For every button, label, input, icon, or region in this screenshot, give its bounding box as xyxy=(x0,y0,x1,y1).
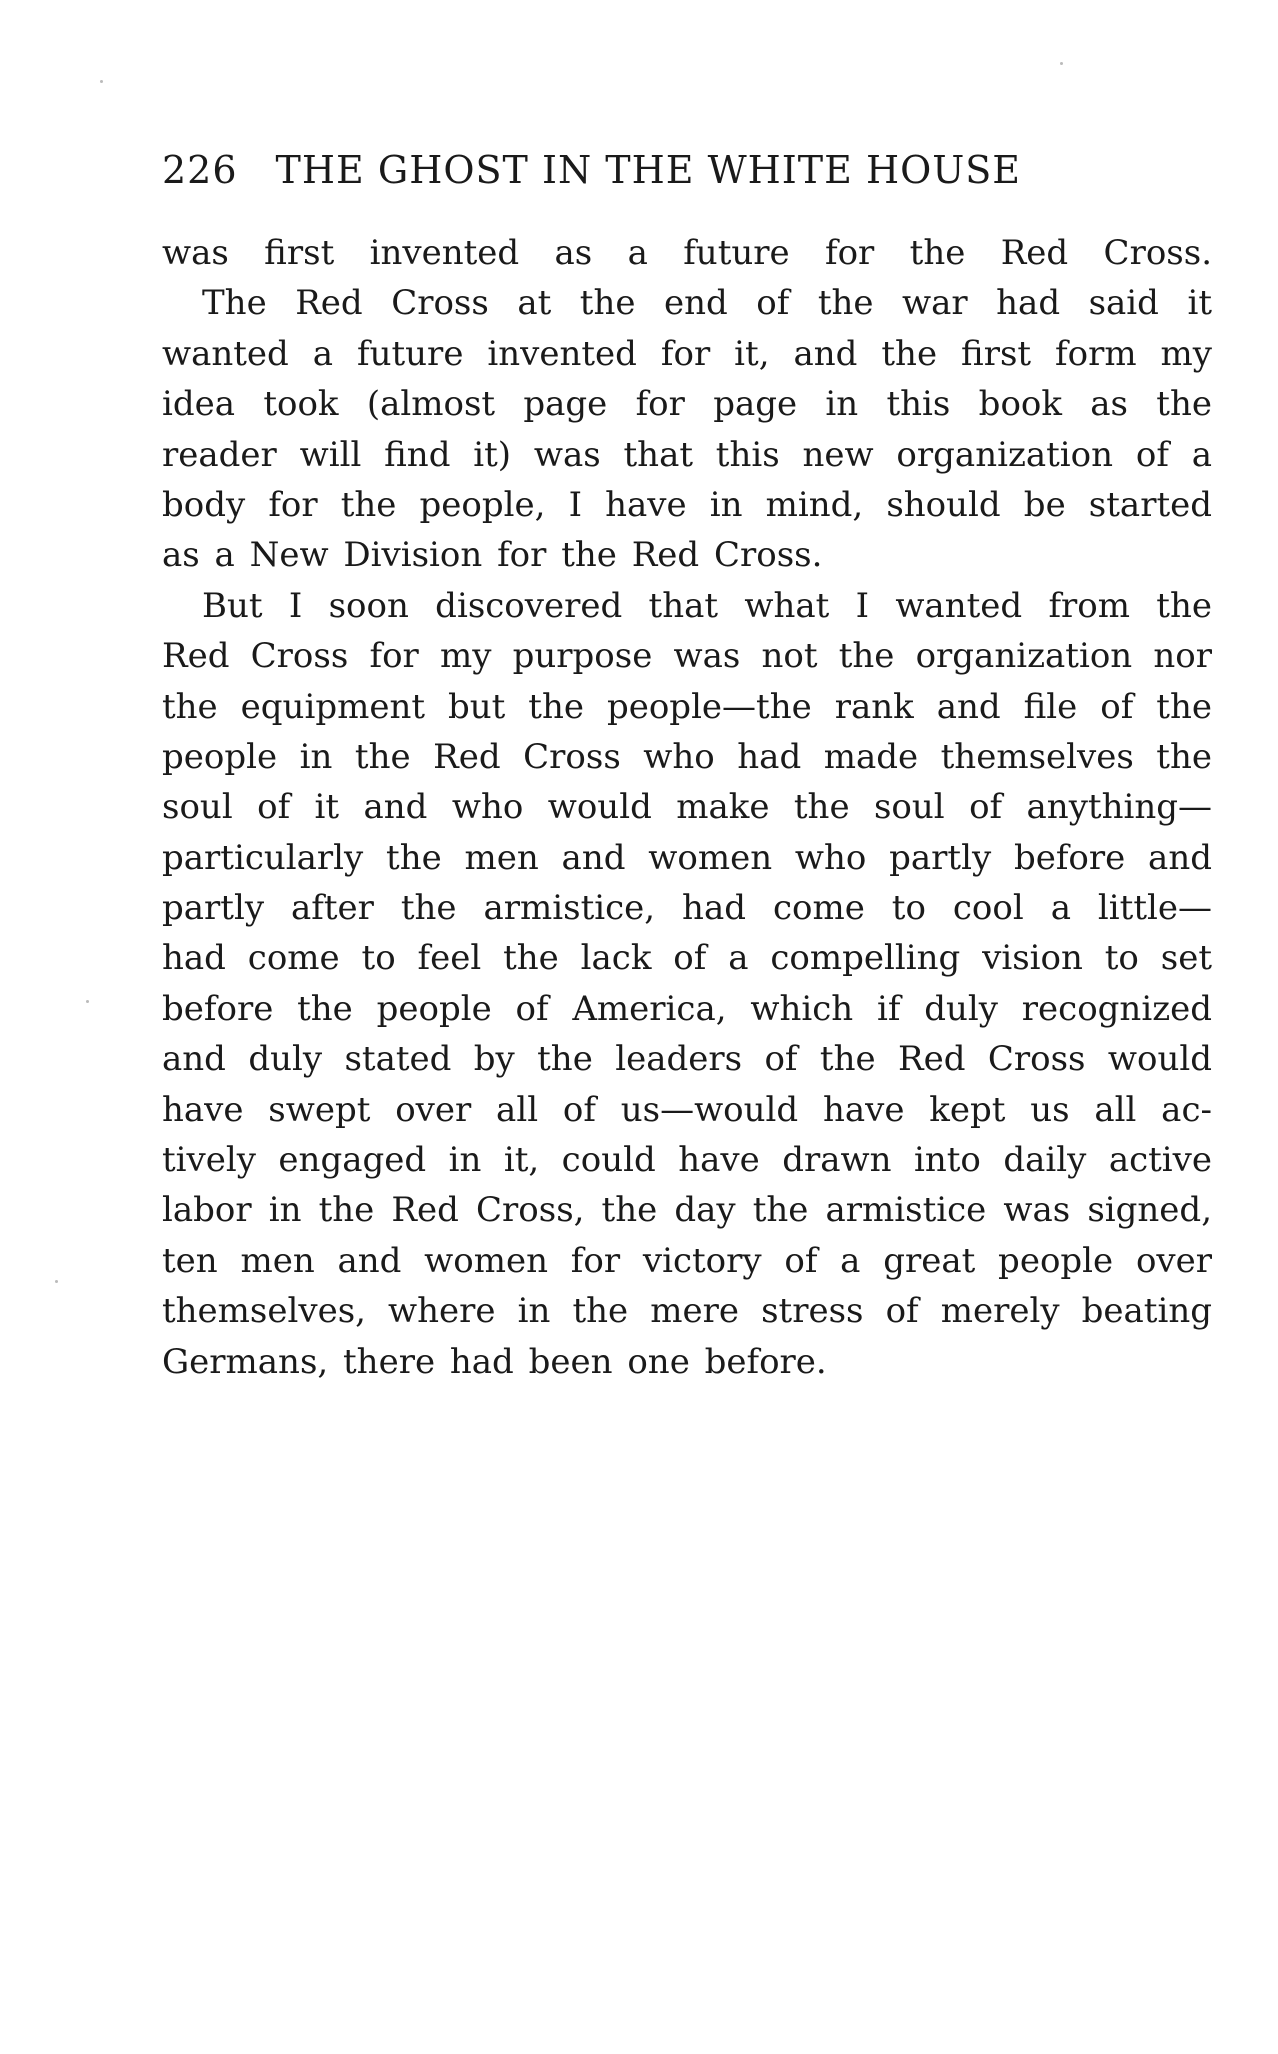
running-head xyxy=(162,148,1098,192)
paper-speck xyxy=(86,1000,89,1003)
text-line: reader will find it) was that this new organization of a xyxy=(162,434,1212,475)
text-line: ten men and women for victory of a great people over xyxy=(162,1240,1212,1281)
text-line: was first invented as a future for the Red Cross. xyxy=(162,233,1212,273)
text-line: Red Cross for my purpose was not the organization nor xyxy=(162,636,1212,677)
text-line: the equipment but the people—the rank and file of the xyxy=(162,686,1212,727)
paper-speck xyxy=(55,1280,58,1283)
text-line: soul of it and who would make the soul of anything— xyxy=(162,787,1212,828)
book-title: THE GHOST IN THE WHITE HOUSE xyxy=(275,148,1022,192)
body-text xyxy=(162,228,1212,1387)
text-line: partly after the armistice, had come to cool a little— xyxy=(162,888,1212,929)
paper-speck xyxy=(1060,62,1063,65)
text-line: labor in the Red Cross, the day the armistice was signed, xyxy=(162,1190,1212,1231)
page-number: 226 xyxy=(162,148,238,192)
text-line: tively engaged in it, could have drawn into daily active xyxy=(162,1140,1212,1181)
paper-speck xyxy=(100,80,103,83)
text-line: have swept over all of us—would have kept us all ac- xyxy=(162,1089,1212,1130)
text-line: particularly the men and women who partly before and xyxy=(162,837,1212,878)
text-line: wanted a future invented for it, and the first form my xyxy=(162,333,1212,374)
text-line: had come to feel the lack of a compelling vision to set xyxy=(162,938,1212,979)
text-line: idea took (almost page for page in this book as the xyxy=(162,384,1212,425)
text-line: body for the people, I have in mind, should be started xyxy=(162,484,1212,525)
paragraph-first-line: The Red Cross at the end of the war had said it xyxy=(202,283,1212,324)
text-line: themselves, where in the mere stress of merely beating xyxy=(162,1291,1212,1332)
text-line: and duly stated by the leaders of the Red Cross would xyxy=(162,1039,1212,1080)
text-line: before the people of America, which if duly recognized xyxy=(162,988,1212,1029)
paragraph-first-line: But I soon discovered that what I wanted from the xyxy=(202,585,1212,626)
text-line: people in the Red Cross who had made themselves the xyxy=(162,736,1212,777)
paragraph-last-line: Germans, there had been one before. xyxy=(162,1341,827,1382)
paragraph-last-line: as a New Division for the Red Cross. xyxy=(162,535,823,576)
